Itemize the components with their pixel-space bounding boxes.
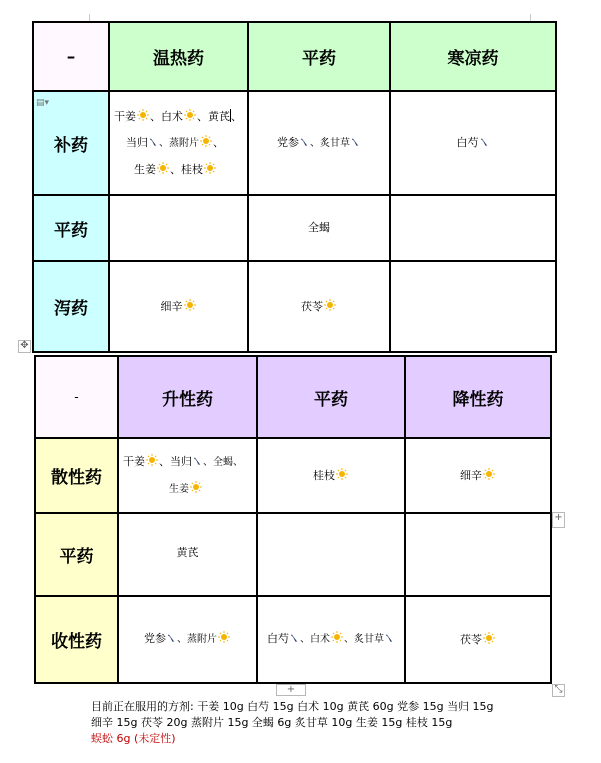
table2-cell-neutral-up[interactable] — [118, 513, 257, 596]
herb-text: 、蒸附片 — [159, 137, 199, 149]
direction-table — [34, 355, 552, 684]
sun-icon — [218, 631, 230, 643]
table1-col-header-cold — [390, 22, 556, 91]
herb-text: 茯苓 — [460, 632, 482, 646]
herb-text: 、黄芪 — [197, 109, 230, 123]
table2-cell-disperse-down[interactable] — [405, 438, 551, 513]
prescription-line-3: 蜈蚣 6g (未定性) — [91, 732, 176, 745]
herb-text: 、桂枝 — [170, 162, 203, 176]
moon-icon — [385, 633, 394, 643]
herb-text: 生姜 — [169, 483, 189, 495]
herb-text: 细辛 — [160, 299, 183, 313]
herb-text: 党参 — [277, 135, 299, 149]
table2-cell-astringe-up[interactable] — [118, 596, 257, 683]
table2-row-header-disperse — [35, 438, 118, 513]
sun-icon — [483, 632, 495, 644]
table2-cell-neutral-down[interactable] — [405, 513, 551, 596]
table2-cell-line — [123, 476, 256, 503]
table1-cell-tonic-neutral[interactable] — [248, 91, 390, 195]
table2-cell-disperse-up[interactable] — [118, 438, 257, 513]
table-resize-handle[interactable] — [552, 684, 565, 697]
herb-text: 全蝎 — [308, 221, 330, 234]
sun-icon — [137, 109, 149, 121]
prescription-line-1: 目前正在服用的方剂: 干姜 10g 白芍 15g 白术 10g 黄芪 60g 党参 15g 当归 15g — [91, 700, 494, 713]
herb-text: 、蒸附片 — [177, 634, 217, 645]
sun-icon — [331, 631, 343, 643]
table1-col-label-warm: 温热药 — [153, 49, 204, 69]
paste-options-icon[interactable]: ▤▾ — [36, 98, 50, 108]
table1-col-label-neutral: 平药 — [302, 49, 336, 69]
table2-cell-astringe-down[interactable] — [405, 596, 551, 683]
table2-row-label-neutral: 平药 — [59, 547, 94, 567]
table2-corner-label: - — [74, 389, 79, 405]
table2-row-header-neutral — [35, 513, 118, 596]
table1-cell-neutral-neutral[interactable] — [248, 195, 390, 261]
herb-text: 生姜 — [134, 162, 156, 176]
table1-row-header-purge — [33, 261, 109, 352]
herb-text: 、 — [213, 135, 224, 149]
table1-cell-neutral-warm[interactable] — [109, 195, 248, 261]
plus-icon: + — [554, 512, 563, 523]
sun-icon — [190, 481, 202, 493]
sun-icon — [336, 468, 348, 480]
table2-row-label-disperse: 散性药 — [51, 468, 102, 488]
moon-icon — [351, 137, 360, 147]
prescription-text — [91, 699, 561, 747]
table2-col-label-down: 降性药 — [452, 389, 504, 410]
table2-row-label-astringe: 收性药 — [51, 632, 102, 652]
resize-icon: ⤡ — [554, 684, 563, 695]
table1-cell-purge-cold[interactable] — [390, 261, 556, 352]
sun-icon — [184, 109, 196, 121]
table1-cell-purge-warm[interactable] — [109, 261, 248, 352]
table2-col-header-down — [405, 356, 551, 438]
herb-text: 白芍 — [456, 136, 479, 149]
table1-row-header-tonic — [33, 91, 109, 195]
table1-corner-label: – — [66, 46, 76, 67]
herb-text: 干姜 — [123, 454, 145, 468]
moon-icon — [480, 137, 489, 147]
table2-col-header-up — [118, 356, 257, 438]
table1-row-header-neutral — [33, 195, 109, 261]
table1-row-label-tonic: 补药 — [54, 135, 88, 156]
herb-text: 、白术 — [300, 634, 330, 645]
sun-icon — [483, 468, 495, 480]
table2-cell-disperse-neutral[interactable] — [257, 438, 405, 513]
table1-cell-line — [114, 130, 247, 157]
moon-icon — [193, 456, 202, 466]
herb-text: 、炙甘草 — [310, 137, 350, 149]
table2-row-header-astringe — [35, 596, 118, 683]
moon-icon — [290, 633, 299, 643]
table2-cell-neutral-neutral[interactable] — [257, 513, 405, 596]
table1-col-header-warm — [109, 22, 248, 91]
herb-text: 白芍 — [267, 632, 289, 645]
table2-cell-line — [123, 449, 256, 476]
table1-cell-tonic-cold[interactable] — [390, 91, 556, 195]
herb-text: 黄芪 — [176, 546, 199, 559]
moon-icon — [300, 137, 309, 147]
table2-col-label-neutral: 平药 — [314, 389, 348, 410]
sun-icon — [146, 454, 158, 466]
table2-cell-astringe-neutral[interactable] — [257, 596, 405, 683]
herb-text: 党参 — [144, 632, 166, 645]
sun-icon — [184, 299, 196, 311]
herb-text: 、 — [231, 109, 242, 123]
table1-cell-tonic-warm[interactable] — [109, 91, 248, 195]
sun-icon — [157, 162, 169, 174]
herb-text: 干姜 — [114, 109, 136, 123]
add-row-button[interactable] — [276, 684, 306, 696]
prescription-line-2: 细辛 15g 茯苓 20g 蒸附片 15g 全蝎 6g 炙甘草 10g 生姜 15g 桂枝 15g — [91, 716, 453, 729]
table1-cell-line — [114, 104, 247, 130]
herb-text: 、炙甘草 — [344, 634, 384, 645]
sun-icon — [200, 135, 212, 147]
table1-row-label-neutral: 平药 — [54, 220, 88, 241]
herb-text: 当归 — [126, 135, 148, 149]
table1-cell-neutral-cold[interactable] — [390, 195, 556, 261]
table2-col-header-neutral — [257, 356, 405, 438]
herb-text: 、白术 — [150, 109, 183, 123]
table2-col-label-up: 升性药 — [162, 389, 213, 410]
herb-text: 细辛 — [460, 468, 482, 482]
table1-row-label-purge: 泻药 — [54, 299, 88, 319]
plus-icon: + — [286, 684, 296, 695]
table-move-handle[interactable] — [18, 340, 31, 353]
add-column-button[interactable] — [552, 512, 565, 528]
table1-cell-purge-neutral[interactable] — [248, 261, 390, 352]
table1-corner-cell — [33, 22, 109, 91]
table2-corner-cell — [35, 356, 118, 438]
temperature-table — [32, 21, 557, 353]
herb-text: 、全蝎、 — [203, 456, 243, 468]
move-icon: ✥ — [20, 340, 29, 351]
herb-text: 、当归 — [159, 454, 192, 468]
herb-text: 桂枝 — [313, 468, 335, 482]
sun-icon — [324, 299, 336, 311]
table1-col-header-neutral — [248, 22, 390, 91]
moon-icon — [149, 137, 158, 147]
herb-text: 茯苓 — [301, 299, 323, 313]
table1-col-label-cold: 寒凉药 — [447, 49, 499, 69]
sun-icon — [204, 162, 216, 174]
table1-cell-line — [114, 157, 247, 183]
moon-icon — [167, 633, 176, 643]
